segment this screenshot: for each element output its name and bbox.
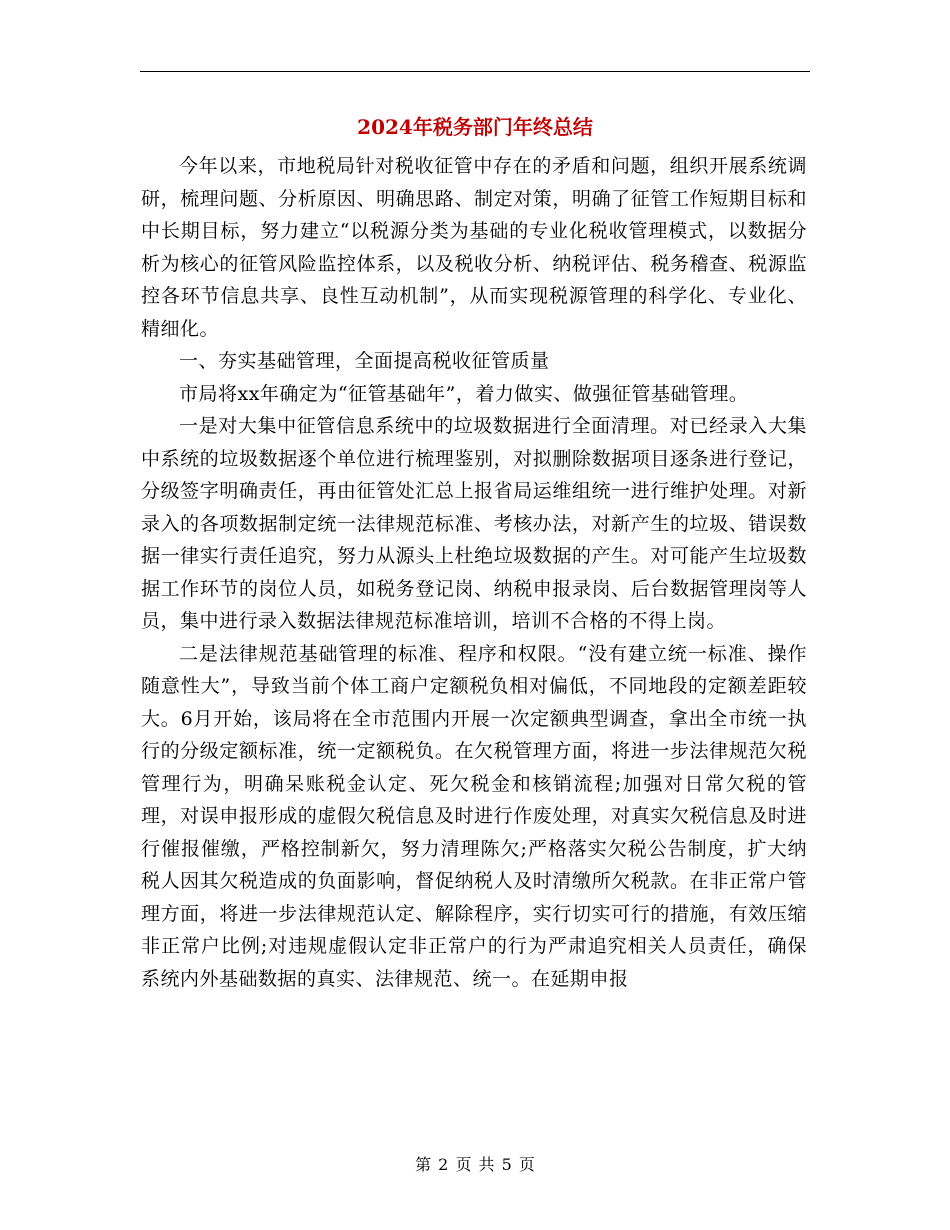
header-rule <box>140 71 810 72</box>
paragraph-data-cleanup: 一是对大集中征管信息系统中的垃圾数据进行全面清理。对已经录入大集中系统的垃圾数据逐个单位进行梳理鉴别，对拟删除数据项目逐条进行登记，分级签字明确责任，再由征管处汇总上报省局运维组统一进行维护处理。对新录入的各项数据制定统一法律规范标准、考核办法，对新产生的垃圾、错误数据一律实行责任追究，努力从源头上杜绝垃圾数据的产生。对可能产生垃圾数据工作环节的岗位人员，如税务登记岗、纳税申报录岗、后台数据管理岗等人员，集中进行录入数据法律规范标准培训，培训不合格的不得上岗。 <box>141 415 807 632</box>
paragraph-foundation-year: 市局将xx年确定为“征管基础年”，着力做实、做强征管基础管理。 <box>179 382 749 405</box>
page-footer: 第 2 页 共 5 页 <box>415 1155 535 1174</box>
document-title: 2024年税务部门年终总结 <box>357 115 593 139</box>
paragraph-intro: 今年以来，市地税局针对税收征管中存在的矛盾和问题，组织开展系统调研，梳理问题、分析原因、明确思路、制定对策，明确了征管工作短期目标和中长期目标，努力建立“以税源分类为基础的专业化税收管理模式，以数据分析为核心的征管风险监控体系，以及税收分析、纳税评估、税务稽查、税源监控各环节信息共享、良性互动机制”，从而实现税源管理的科学化、专业化、精细化。 <box>141 155 807 340</box>
document-body <box>141 150 807 995</box>
section-heading: 一、夯实基础管理，全面提高税收征管质量 <box>179 350 550 372</box>
paragraph-standards: 二是法律规范基础管理的标准、程序和权限。“没有建立统一标准、操作随意性大”，导致当前个体工商户定额税负相对偏低，不同地段的定额差距较大。6月开始，该局将在全市范围内开展一次定额典型调查，拿出全市统一执行的分级定额标准，统一定额税负。在欠税管理方面，将进一步法律规范欠税管理行为，明确呆账税金认定、死欠税金和核销流程;加强对日常欠税的管理，对误申报形成的虚假欠税信息及时进行作废处理，对真实欠税信息及时进行催报催缴，严格控制新欠，努力清理陈欠;严格落实欠税公告制度，扩大纳税人因其欠税造成的负面影响，督促纳税人及时清缴所欠税款。在非正常户管理方面，将进一步法律规范认定、解除程序，实行切实可行的措施，有效压缩非正常户比例;对违规虚假认定非正常户的行为严肃追究相关人员责任，确保系统内外基础数据的真实、法律规范、统一。在延期申报 <box>141 642 807 990</box>
